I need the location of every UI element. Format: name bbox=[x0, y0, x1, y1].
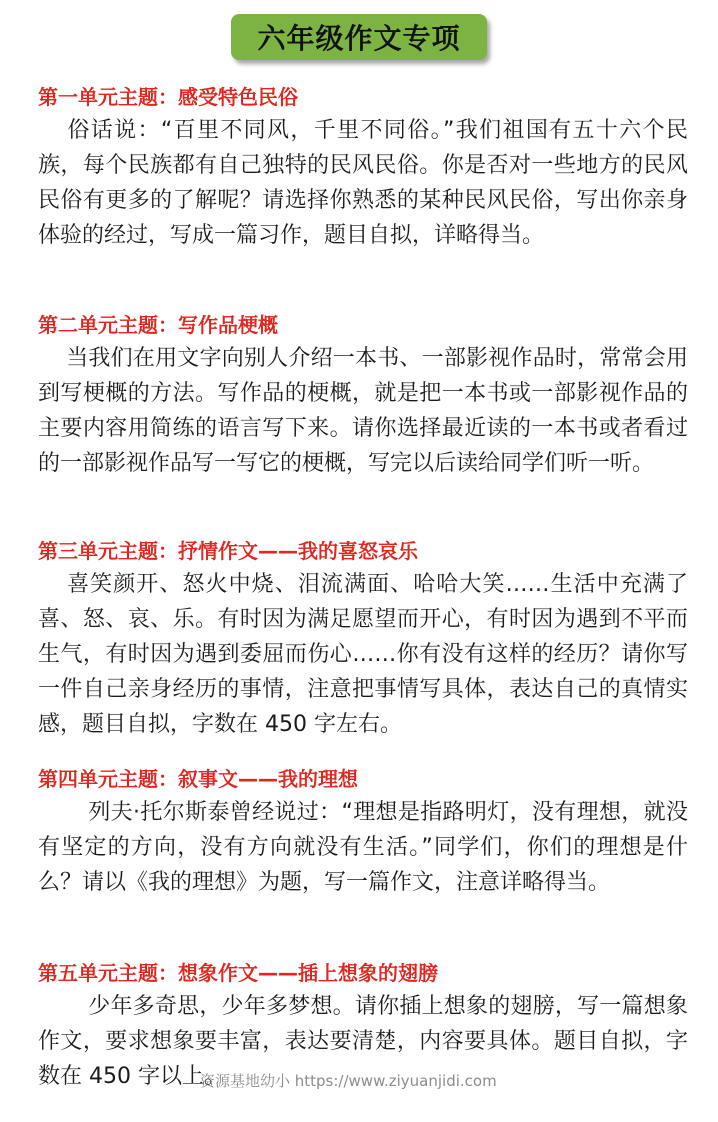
section-body: 当我们在用文字向别人介绍一本书、一部影视作品时，常常会用到写梗概的方法。写作品的梗概，就是把一本书或一部影视作品的主要内容用简练的语言写下来。请你选择最近读的一本书或者看过的一部影视作品写一写它的梗概，写完以后读给同学们听一听。 bbox=[38, 346, 688, 476]
section-title: 第二单元主题：写作品梗概 bbox=[38, 313, 278, 337]
section-body: 俗话说：“百里不同风，千里不同俗。”我们祖国有五十六个民族，每个民族都有自己独特的民风民俗。你是否对一些地方的民风民俗有更多的了解呢？请选择你熟悉的某种民风民俗，写出你亲身体验的经过，写成一篇习作，题目自拟，详略得当。 bbox=[38, 118, 688, 248]
section-unit-4 bbox=[38, 766, 688, 900]
section-unit-3 bbox=[38, 538, 688, 742]
section-body: 喜笑颜开、怒火中烧、泪流满面、哈哈大笑……生活中充满了喜、怒、哀、乐。有时因为满足愿望而开心，有时因为遇到不平而生气，有时因为遇到委屈而伤心……你有没有这样的经历？请你写一件自己亲身经历的事情，注意把事情写具体，表达自己的真情实感，题目自拟，字数在 450 字左右。 bbox=[38, 572, 688, 737]
section-body-block bbox=[38, 341, 688, 481]
section-unit-1 bbox=[38, 84, 688, 253]
page-title: 六年级作文专项 bbox=[231, 14, 487, 60]
section-title: 第四单元主题：叙事文——我的理想 bbox=[38, 767, 358, 791]
section-body-block bbox=[38, 567, 688, 742]
watermark-text: 资源基地幼小 https://www.ziyuanjidi.com bbox=[200, 1072, 497, 1090]
section-body: 列夫·托尔斯泰曾经说过：“理想是指路明灯，没有理想，就没有坚定的方向，没有方向就没有生活。”同学们，你们的理想是什么？请以《我的理想》为题，写一篇作文，注意详略得当。 bbox=[38, 800, 688, 895]
section-title: 第一单元主题：感受特色民俗 bbox=[38, 85, 298, 109]
section-unit-2 bbox=[38, 312, 688, 481]
section-body: 少年多奇思，少年多梦想。请你插上想象的翅膀，写一篇想象作文，要求想象要丰富，表达要清楚，内容要具体。题目自拟，字数在 450 字以上。 bbox=[38, 994, 688, 1089]
section-body-block bbox=[38, 113, 688, 253]
section-title: 第五单元主题：想象作文——插上想象的翅膀 bbox=[38, 961, 438, 985]
section-body-block bbox=[38, 795, 688, 900]
section-title: 第三单元主题：抒情作文——我的喜怒哀乐 bbox=[38, 539, 418, 563]
